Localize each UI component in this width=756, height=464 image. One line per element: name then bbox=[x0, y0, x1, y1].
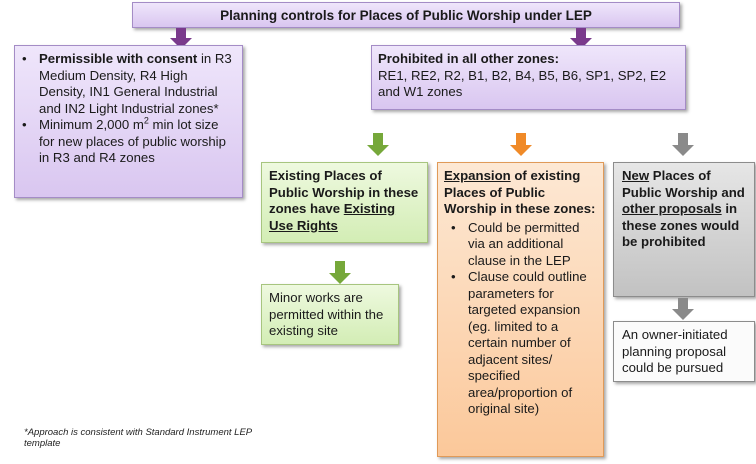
expansion-heading bbox=[444, 168, 599, 218]
new-text-1: Places of Public Worship and bbox=[622, 168, 745, 200]
owner-proposal-box bbox=[613, 321, 755, 382]
owner-proposal-text: An owner-initiated planning proposal could be pursued bbox=[622, 327, 728, 375]
lot-size-pre: Minimum 2,000 m bbox=[39, 117, 144, 132]
prohibited-heading: Prohibited in all other zones: bbox=[378, 51, 559, 66]
new-emph: New bbox=[622, 168, 650, 183]
existing-use-rights-box bbox=[261, 162, 428, 243]
minor-works-box bbox=[261, 284, 399, 345]
new-text-2: in these zones would be prohibited bbox=[622, 201, 740, 249]
lot-size-post: min lot size for new places of public worship in R3 and R4 zones bbox=[39, 117, 226, 165]
arrow-to-new bbox=[672, 133, 694, 157]
footnote: *Approach is consistent with Standard Instrument LEP template bbox=[24, 427, 252, 449]
lot-size-sup: 2 bbox=[143, 115, 149, 126]
existing-use-rights-emph: Existing Use Rights bbox=[269, 201, 396, 233]
minor-works-text: Minor works are permitted within the existing site bbox=[269, 290, 384, 338]
expansion-heading-rest: of existing Places of Public Worship in these zones: bbox=[444, 168, 596, 216]
diagram-title: Planning controls for Places of Public Worship under LEP bbox=[220, 8, 592, 23]
title-box bbox=[132, 2, 680, 28]
expansion-bullet-1: • Could be permitted via an additional clause in the LEP bbox=[444, 220, 599, 270]
expansion-box bbox=[437, 162, 604, 457]
arrow-to-existing bbox=[367, 133, 389, 157]
existing-text: Existing Places of Public Worship in these zones have bbox=[269, 168, 419, 216]
permissible-bullet-1 bbox=[15, 51, 234, 117]
new-places-box bbox=[613, 162, 755, 297]
arrow-to-minor-works bbox=[329, 261, 351, 285]
permissible-text: in R3 Medium Density, R4 High Density, IN1 General Industrial and IN2 Light Industrial zones* bbox=[39, 51, 232, 116]
other-proposals-emph: other proposals bbox=[622, 201, 722, 216]
permissible-bullet-2 bbox=[15, 117, 234, 167]
expansion-bullet-2: • Clause could outline parameters for targeted expansion (eg. limited to a certain number of adjacent sites/ specified area/proportion of original site) bbox=[444, 269, 599, 418]
prohibited-box bbox=[371, 45, 686, 110]
permissible-box bbox=[14, 45, 243, 198]
prohibited-zones: RE1, RE2, R2, B1, B2, B4, B5, B6, SP1, SP2, E2 and W1 zones bbox=[378, 67, 667, 99]
arrow-to-owner-proposal bbox=[672, 298, 694, 321]
expansion-emph: Expansion bbox=[444, 168, 511, 183]
arrow-to-expansion bbox=[510, 133, 532, 157]
permissible-heading: Permissible with consent bbox=[39, 51, 198, 66]
